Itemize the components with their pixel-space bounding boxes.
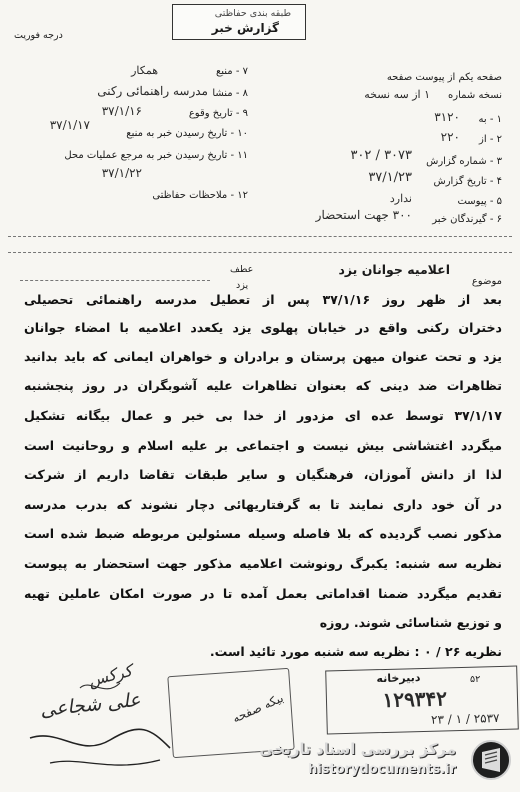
- stamp-side-note: بیکه صفحه: [229, 690, 286, 726]
- field-label-security-notes: ۱۲ - ملاحظات حفاظتی: [152, 190, 248, 201]
- field-label-ops-received: ۱۱ - تاریخ رسیدن خبر به مرجع عملیات محل: [64, 150, 248, 161]
- archive-logo-icon: [470, 738, 512, 782]
- body-line: نظریه سه شنبه: یکبرگ رونوشت اعلامیه مذکور جهت استحضار به پیوست: [24, 556, 502, 571]
- divider-line: [8, 236, 512, 237]
- field-value-source: همکار: [131, 64, 158, 77]
- watermark-url[interactable]: historydocuments.ir: [307, 762, 456, 777]
- urgency-label: درجه فوریت: [14, 30, 63, 41]
- stamp-date: ۲۵۳۷ / ۱ / ۲۳: [430, 710, 500, 727]
- field-value-copy: ۱ از سه نسخه: [364, 88, 430, 101]
- body-line: بعد از ظهر روز ۳۷/۱/۱۶ پس از تعطیل مدرسه راهنمائی تحصیلی: [24, 292, 502, 307]
- body-line: تظاهرات ضد دینی که بعنوان تظاهرات علیه آشوبگران در روز پنجشنبه: [24, 378, 502, 393]
- reference-value: یزد: [236, 280, 249, 291]
- field-value-ops-received: ۳۷/۱/۲۲: [101, 166, 142, 180]
- report-title: گزارش خبر: [211, 21, 279, 35]
- divider-line: [8, 252, 512, 253]
- field-label-attachment: ۵ - پیوست: [457, 196, 502, 207]
- field-value-recipients: ۳۰۰ جهت استحضار: [315, 208, 412, 222]
- body-line: مذکور نصب گردیده که بلا فاصله وسیله مسئولین مربوطه ضبط شده است: [24, 526, 502, 541]
- field-value-origin: مدرسه راهنمائی رکنی: [97, 84, 208, 98]
- stamp-number: ۱۲۹۳۴۲: [382, 686, 448, 713]
- body-line: و توزیع شناسائی شوند. روزه: [319, 615, 502, 630]
- field-label-source-received: ۱۰ - تاریخ رسیدن خبر به منبع: [126, 128, 248, 139]
- stamp-title: دبیرخانه: [376, 671, 421, 686]
- field-value-from: ۲۲۰: [440, 130, 460, 144]
- signature-2: علی شجاعی: [39, 688, 142, 722]
- field-label-from: ۲ - از: [479, 134, 502, 145]
- body-line: دختران رکنی واقع در خیابان پهلوی یزد یکعدد اعلامیه با امضاء جوانان: [24, 320, 502, 335]
- reference-label: عطف: [230, 264, 254, 275]
- body-line: در آن خود داری نمایند تا به گرفتاریهائی دچار نشوند که بدرب مدرسه: [24, 497, 502, 512]
- field-value-report-number: ۳۰۷۳ / ۳۰۲: [350, 148, 412, 163]
- secrecy-class-label: طبقه بندی حفاظتی: [214, 8, 291, 19]
- signature-scribble: [20, 668, 180, 778]
- title-box: [172, 4, 306, 40]
- subject-value: اعلامیه جوانان یزد: [338, 262, 450, 277]
- field-value-occurrence-date: ۳۷/۱/۱۶: [101, 104, 142, 118]
- body-line: یزد و تحت عنوان میهن پرستان و برادران و خواهران ایمانی که باید بدانید: [24, 349, 502, 364]
- field-label-occurrence-date: ۹ - تاریخ وقوع: [188, 108, 248, 119]
- field-label-copy: نسخه شماره: [448, 90, 502, 101]
- body-line: تقدیم میگردد ضمنا اقداماتی بعمل آمده تا در صورت امکان عاملین تهیه: [24, 586, 502, 601]
- closing-note: نظریه ۲۶ / ۰ : نظریه سه شنبه مورد تائید است.: [209, 644, 502, 659]
- stamp-side-number: ۵۲: [470, 674, 481, 685]
- divider-line: [20, 280, 210, 281]
- field-value-report-date: ۳۷/۱/۲۳: [368, 170, 412, 185]
- field-label-recipients: ۶ - گیرندگان خبر: [432, 214, 502, 225]
- registry-stamp: [325, 665, 519, 734]
- field-label-source: ۷ - منبع: [215, 66, 248, 77]
- field-label-report-number: ۳ - شماره گزارش: [426, 156, 502, 167]
- field-label-to: ۱ - به: [478, 114, 502, 125]
- signature-1: کرکس: [86, 660, 135, 691]
- body-line: میگردد اغتشاشی بیش نیست و اجتماعی بر علیه اسلام و روحانیت است: [24, 438, 502, 453]
- subject-label: موضوع: [471, 276, 502, 287]
- body-line: ۳۷/۱/۱۷ توسط عده ای مزدور از خدا بی خبر و عمال بیگانه تشکیل: [24, 408, 502, 423]
- field-value-to: ۳۱۲۰: [434, 110, 460, 124]
- field-label-origin: ۸ - منشا: [212, 88, 248, 99]
- field-label-page: صفحه یکم از پیوست صفحه: [386, 72, 502, 83]
- field-value-attachment: ندارد: [389, 192, 412, 205]
- body-line: لذا از دانش آموزان، فرهنگیان و سایر طبقات تقاضا داریم از شرکت: [24, 467, 502, 482]
- field-label-report-date: ۴ - تاریخ گزارش: [433, 176, 502, 187]
- field-value-source-received: ۳۷/۱/۱۷: [49, 118, 90, 132]
- watermark-title: مرکز بررسی اسناد تاریخی: [259, 740, 456, 758]
